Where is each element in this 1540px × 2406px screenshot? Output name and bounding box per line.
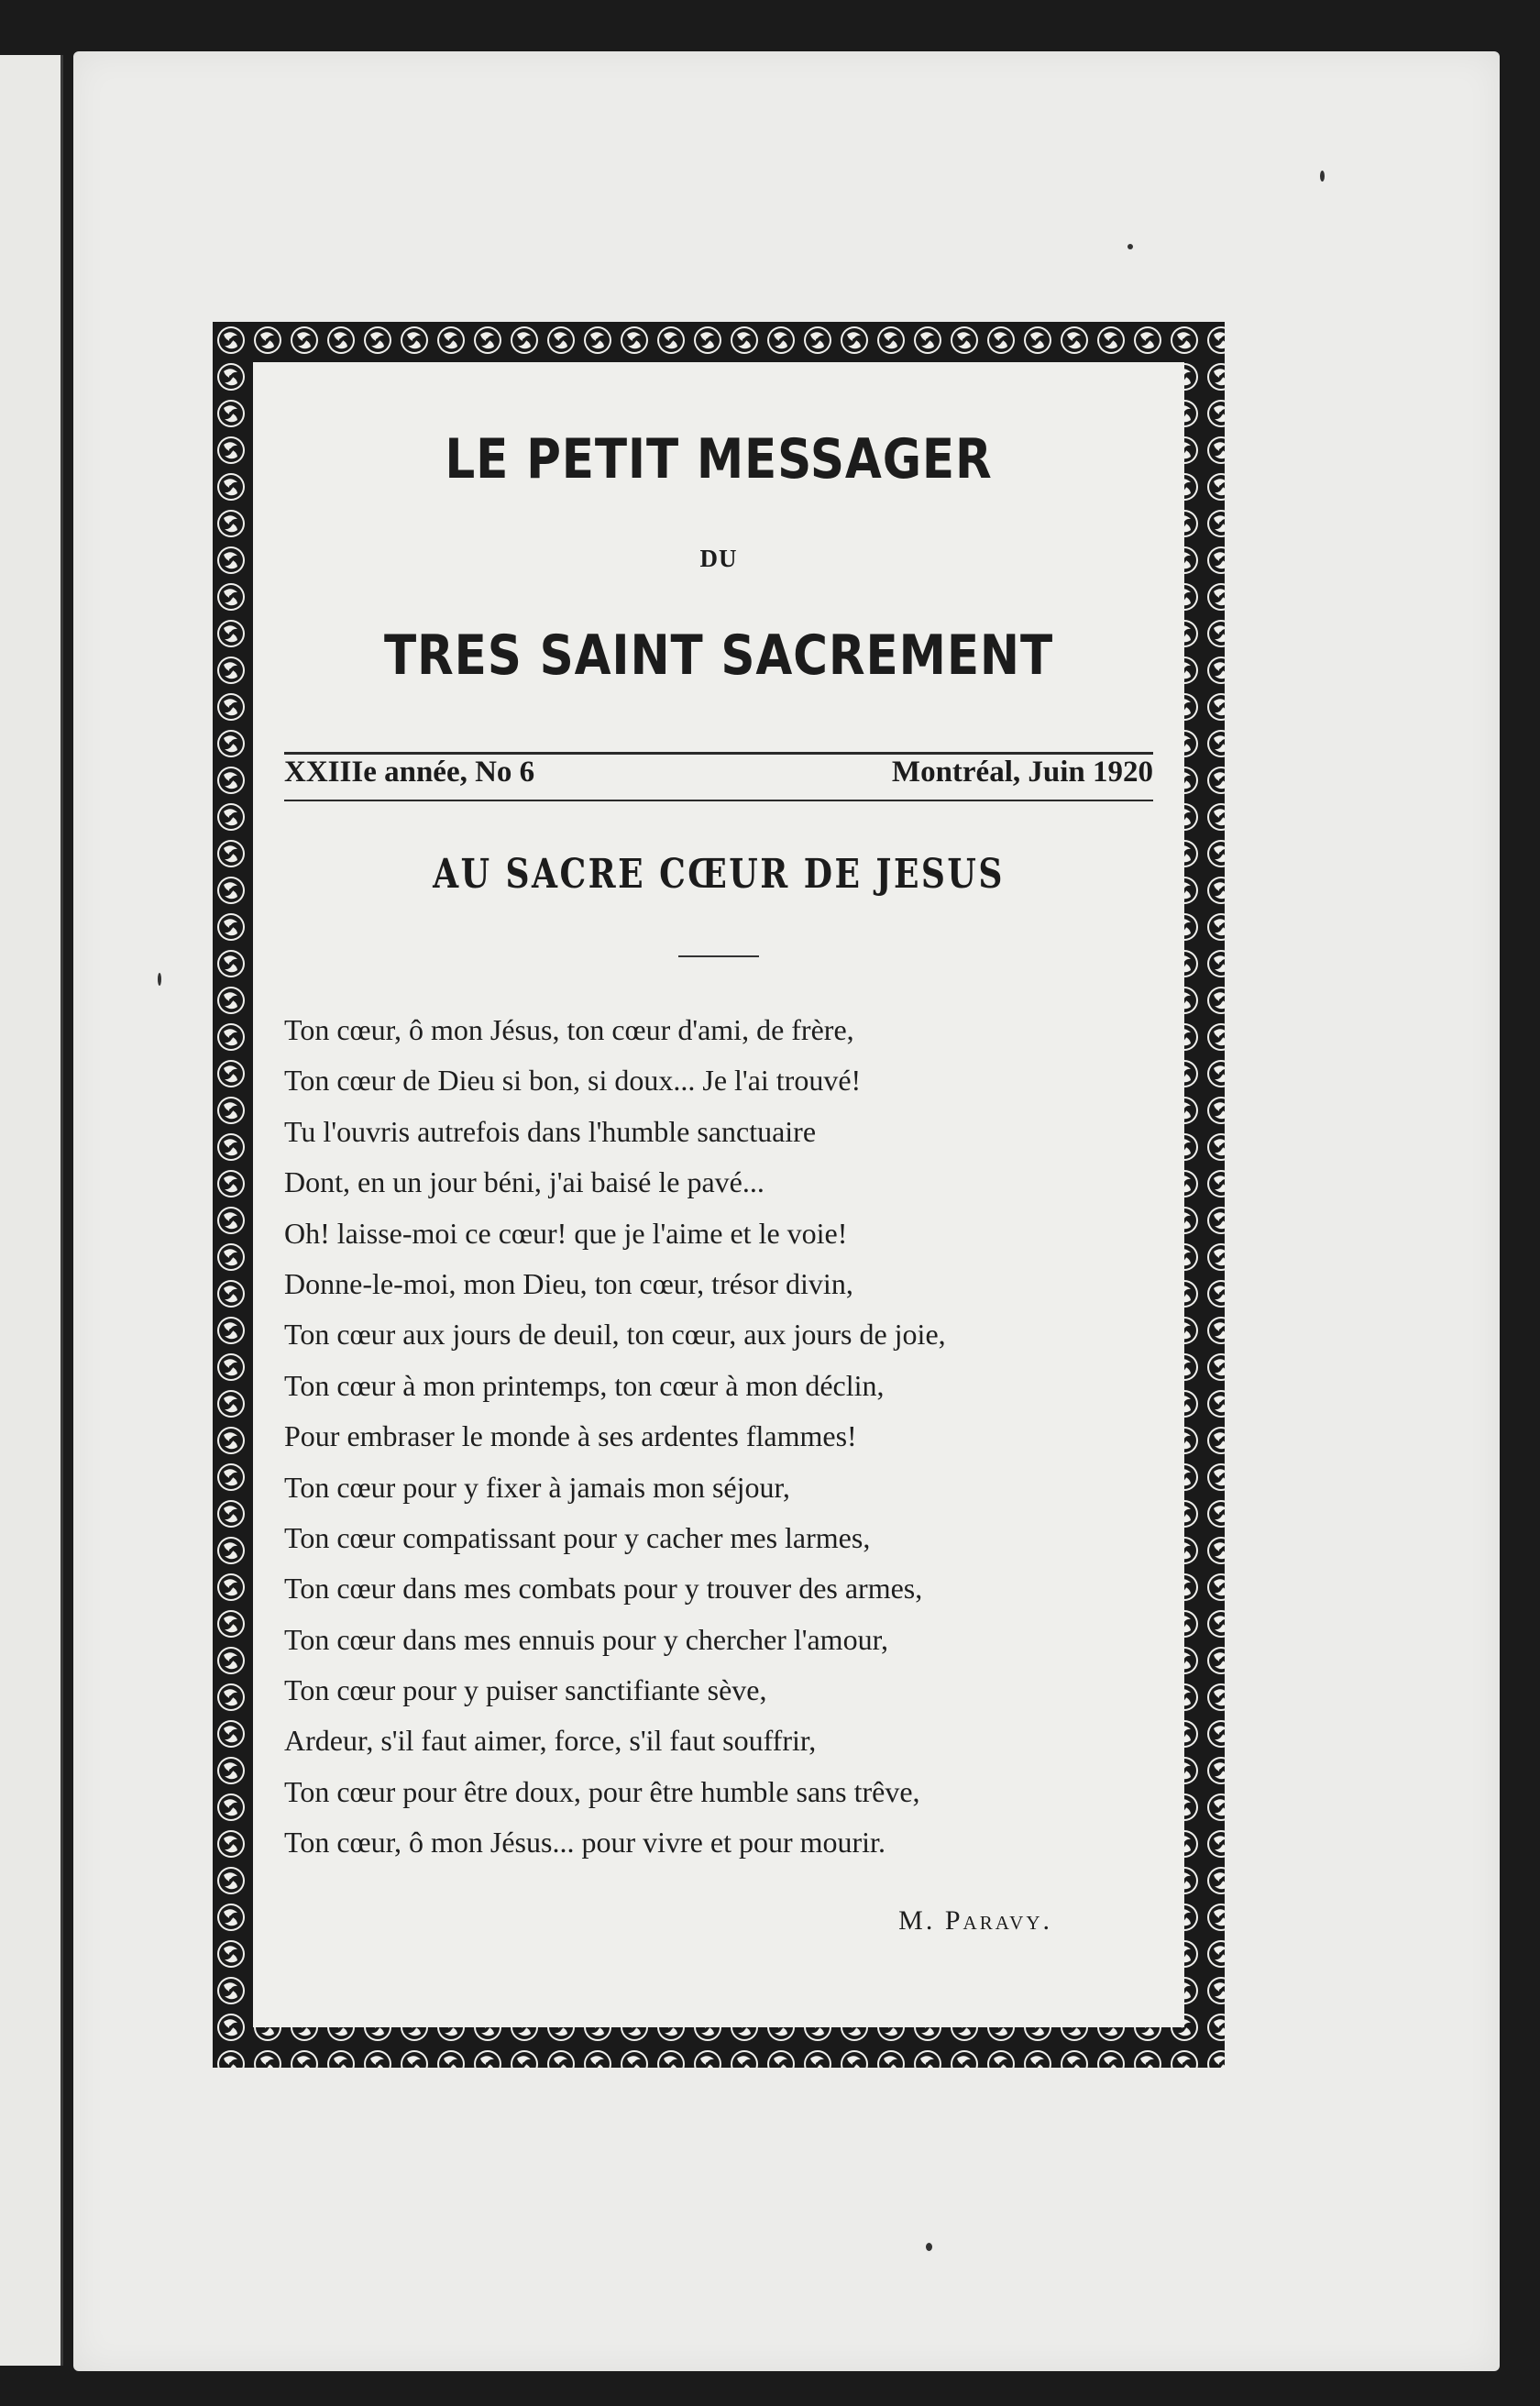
masthead-subtitle: TRES SAINT SACREMENT (383, 624, 1054, 688)
issue-volume: XXIIIe année, No 6 (284, 756, 535, 789)
author-signature: M. Paravy. (898, 1905, 1052, 1936)
poem-line: Ardeur, s'il faut aimer, force, s'il faut souffrir, (284, 1724, 817, 1758)
poem-line: Ton cœur, ô mon Jésus... pour vivre et pour mourir. (284, 1826, 886, 1860)
poem-line: Ton cœur dans mes combats pour y trouver des armes, (284, 1572, 923, 1606)
poem-title: AU SACRE CŒUR DE JESUS (433, 851, 1005, 898)
poem-line: Ton cœur pour être doux, pour être humble sans trêve, (284, 1774, 920, 1808)
header-rule-top (284, 752, 1153, 755)
issue-place-date: Montréal, Juin 1920 (891, 756, 1153, 789)
adjacent-page-edge (0, 55, 63, 2366)
poem-line: Ton cœur, ô mon Jésus, ton cœur d'ami, de frère, (284, 1013, 854, 1046)
poem-verses (284, 1005, 1153, 1869)
poem-line: Ton cœur pour y puiser sanctifiante sève, (284, 1673, 767, 1707)
ink-speck (926, 2243, 932, 2251)
poem-line: Oh! laisse-moi ce cœur! que je l'aime et le voie! (284, 1216, 848, 1250)
poem-line: Donne-le-moi, mon Dieu, ton cœur, trésor divin, (284, 1266, 853, 1300)
poem-line: Ton cœur pour y fixer à jamais mon séjour, (284, 1470, 790, 1504)
poem-line: Ton cœur compatissant pour y cacher mes larmes, (284, 1520, 871, 1554)
poem-line: Ton cœur dans mes ennuis pour y chercher l'amour, (284, 1622, 888, 1656)
ink-speck (158, 973, 161, 986)
poem-line: Tu l'ouvris autrefois dans l'humble sanctuaire (284, 1114, 817, 1148)
ink-speck (1320, 171, 1325, 182)
poem-line: Dont, en un jour béni, j'ai baisé le pavé... (284, 1165, 764, 1199)
ink-speck (1128, 244, 1133, 249)
poem-line: Pour embraser le monde à ses ardentes flammes! (284, 1419, 857, 1453)
title-separator (678, 955, 759, 957)
masthead-connector: DU (699, 545, 738, 572)
poem-line: Ton cœur aux jours de deuil, ton cœur, aux jours de joie, (284, 1318, 946, 1352)
poem-line: Ton cœur à mon printemps, ton cœur à mon déclin, (284, 1368, 885, 1402)
masthead-title: LE PETIT MESSAGER (445, 427, 993, 491)
header-rule-bottom (284, 800, 1153, 801)
poem-line: Ton cœur de Dieu si bon, si doux... Je l'ai trouvé! (284, 1064, 862, 1098)
